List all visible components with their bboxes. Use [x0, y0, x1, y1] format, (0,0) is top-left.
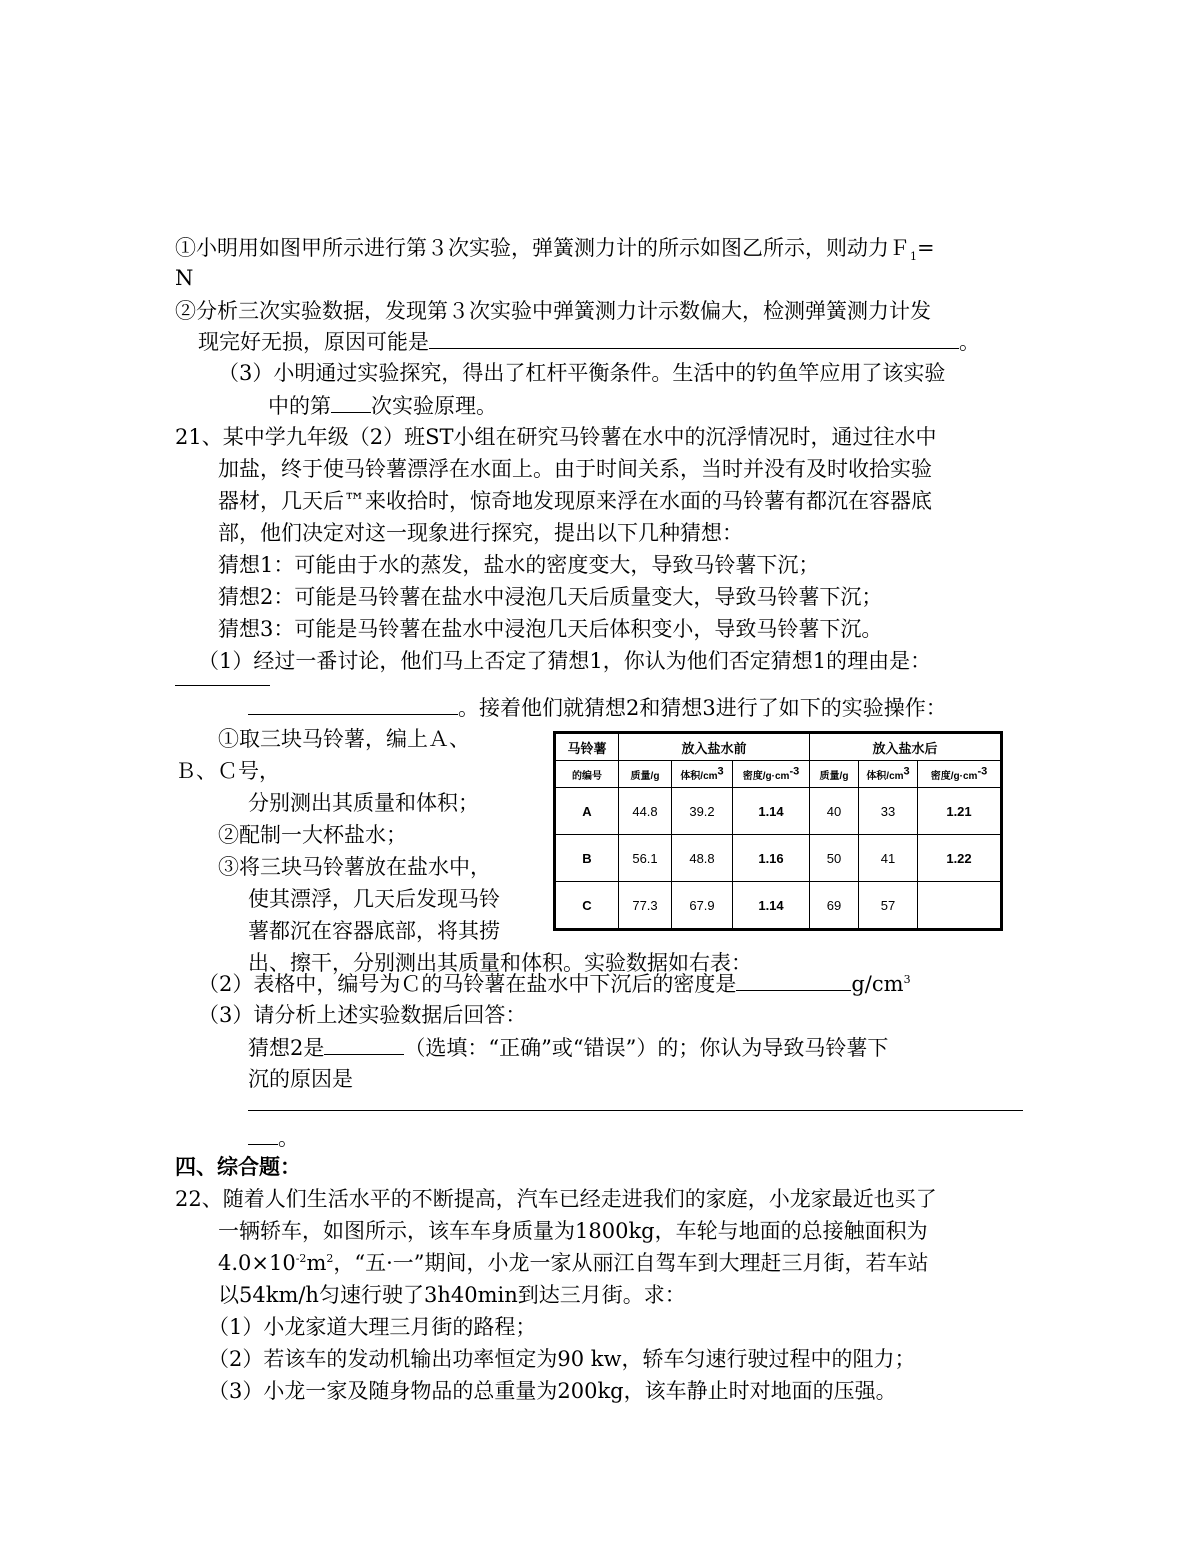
- q20-line-2: N: [175, 266, 194, 290]
- q22-line-3: $4.0\times 10^{-2}m^2$，“五·一”期间，小龙一家从丽江自驾车到大理赶三月街，若车站: [218, 1251, 929, 1275]
- q22-line-4: 以54km/h匀速行驶了3h40min到达三月街。求：: [218, 1283, 686, 1307]
- density-before: 1.14: [733, 882, 810, 930]
- volume-before: 67.9: [672, 882, 733, 930]
- volume-after: 33: [859, 788, 918, 835]
- q20-part-3: （3）小明通过实验探究，得出了杠杆平衡条件。生活中的钓鱼竿应用了该实验: [218, 361, 946, 385]
- q22-sub-2: （2）若该车的发动机输出功率恒定为90 kw，轿车匀速行驶过程中的阻力；: [208, 1347, 916, 1371]
- mass-before: 56.1: [619, 835, 672, 882]
- header-volume: 体积$/cm^3$: [672, 761, 733, 788]
- answer-blank[interactable]: [248, 1110, 1023, 1111]
- q20-line-3: ②分析三次实验数据，发现第３次实验中弹簧测力计示数偏大，检测弹簧测力计发: [175, 299, 931, 323]
- answer-blank[interactable]: [331, 392, 371, 413]
- q21-step-1-cont2: 分别测出其质量和体积；: [248, 791, 479, 815]
- header-id-2: 的编号: [555, 761, 619, 788]
- answer-blank[interactable]: [324, 1034, 404, 1055]
- q21-line-2: 加盐，终于使马铃薯漂浮在水面上。由于时间关系，当时并没有及时收拾实验: [218, 457, 932, 481]
- q22-sub-3: （3）小龙一家及随身物品的总重量为200kg，该车静止时对地面的压强。: [208, 1379, 897, 1403]
- header-density: 密度$/g\cdot cm^{-3}$: [918, 761, 1002, 788]
- q21-part-1: （1）经过一番讨论，他们马上否定了猜想1，你认为他们否定猜想1的理由是：: [198, 649, 932, 673]
- q22-sub-1: （1）小龙家道大理三月街的路程；: [208, 1315, 537, 1339]
- header-mass: 质量/g: [810, 761, 859, 788]
- table-row: [555, 788, 1002, 835]
- q21-guess-1: 猜想1：可能由于水的蒸发，盐水的密度变大，导致马铃薯下沉；: [218, 553, 820, 577]
- mass-before: 77.3: [619, 882, 672, 930]
- q21-guess-3: 猜想3：可能是马铃薯在盐水中浸泡几天后体积变小，导致马铃薯下沉。: [218, 617, 883, 641]
- q21-part-1-cont: 。接着他们就猜想2和猜想3进行了如下的实验操作：: [248, 694, 947, 721]
- table-row: [555, 882, 1002, 930]
- row-id: A: [555, 788, 619, 835]
- mass-after: 69: [810, 882, 859, 930]
- q21-step-2: ②配制一大杯盐水；: [218, 823, 407, 847]
- density-before: 1.16: [733, 835, 810, 882]
- row-id: B: [555, 835, 619, 882]
- density-before: 1.14: [733, 788, 810, 835]
- density-after: 1.22: [918, 835, 1002, 882]
- potato-data-table: [553, 731, 1003, 931]
- header-after: 放入盐水后: [810, 733, 1002, 761]
- mass-before: 44.8: [619, 788, 672, 835]
- q20-line-4: 现完好无损，原因可能是 。: [198, 330, 980, 354]
- section-title: 四、综合题：: [175, 1154, 301, 1179]
- q20-part-3-cont: 中的第 次实验原理。: [268, 394, 497, 418]
- answer-blank[interactable]: [429, 328, 959, 349]
- q22-line-2: 一辆轿车，如图所示，该车车身质量为1800kg，车轮与地面的总接触面积为: [218, 1219, 928, 1243]
- header-mass: 质量/g: [619, 761, 672, 788]
- answer-blank[interactable]: [248, 1124, 278, 1145]
- q21-step-3: ③将三块马铃薯放在盐水中，: [218, 855, 491, 879]
- volume-after: 57: [859, 882, 918, 930]
- q21-guess-2: 猜想2：可能是马铃薯在盐水中浸泡几天后质量变大，导致马铃薯下沉；: [218, 585, 883, 609]
- volume-after: 41: [859, 835, 918, 882]
- q21-line-1: 21、某中学九年级（2）班ST小组在研究马铃薯在水中的沉浮情况时，通过往水中: [175, 425, 937, 449]
- header-id-1: 马铃薯: [555, 733, 619, 761]
- q21-line-3: 器材，几天后™来收拾时，惊奇地发现原来浮在水面的马铃薯有都沉在容器底: [218, 489, 932, 513]
- density-after: 1.21: [918, 788, 1002, 835]
- answer-blank[interactable]: [248, 694, 458, 715]
- q21-line-4: 部，他们决定对这一现象进行探究，提出以下几种猜想：: [218, 521, 743, 545]
- answer-blank[interactable]: [175, 685, 270, 686]
- q21-step-1-cont: Ｂ、Ｃ号，: [175, 759, 280, 783]
- q21-part-2: （2）表格中，编号为Ｃ的马铃薯在盐水中下沉后的密度是 $g/cm^3$: [198, 972, 911, 996]
- header-density: 密度$/g\cdot cm^{-3}$: [733, 761, 810, 788]
- answer-blank[interactable]: [736, 970, 851, 991]
- volume-before: 39.2: [672, 788, 733, 835]
- q21-part-3-b: 沉的原因是: [248, 1067, 353, 1091]
- q21-part-3-a: 猜想2是 （选填：“正确”或“错误”）的；你认为导致马铃薯下: [248, 1036, 889, 1060]
- row-id: C: [555, 882, 619, 930]
- q21-step-3-cont2: 薯都沉在容器底部，将其捞: [248, 919, 500, 943]
- q21-step-3-cont3: 出、擦干，分别测出其质量和体积。实验数据如右表：: [248, 951, 752, 975]
- header-volume: 体积$/cm^3$: [859, 761, 918, 788]
- q21-part-3-c: 。: [248, 1124, 299, 1151]
- q21-step-3-cont: 使其漂浮，几天后发现马铃: [248, 887, 500, 911]
- q21-step-1: ①取三块马铃薯，编上Ａ、: [218, 727, 470, 751]
- volume-before: 48.8: [672, 835, 733, 882]
- q21-part-3: （3）请分析上述实验数据后回答：: [198, 1003, 527, 1027]
- density-after[interactable]: [918, 882, 1002, 930]
- header-before: 放入盐水前: [619, 733, 810, 761]
- q20-line-1: ①小明用如图甲所示进行第３次实验，弹簧测力计的所示如图乙所示，则动力Ｆ$_1$=: [175, 236, 935, 264]
- table-row: [555, 835, 1002, 882]
- q22-line-1: 22、随着人们生活水平的不断提高，汽车已经走进我们的家庭，小龙家最近也买了: [175, 1187, 937, 1211]
- mass-after: 40: [810, 788, 859, 835]
- mass-after: 50: [810, 835, 859, 882]
